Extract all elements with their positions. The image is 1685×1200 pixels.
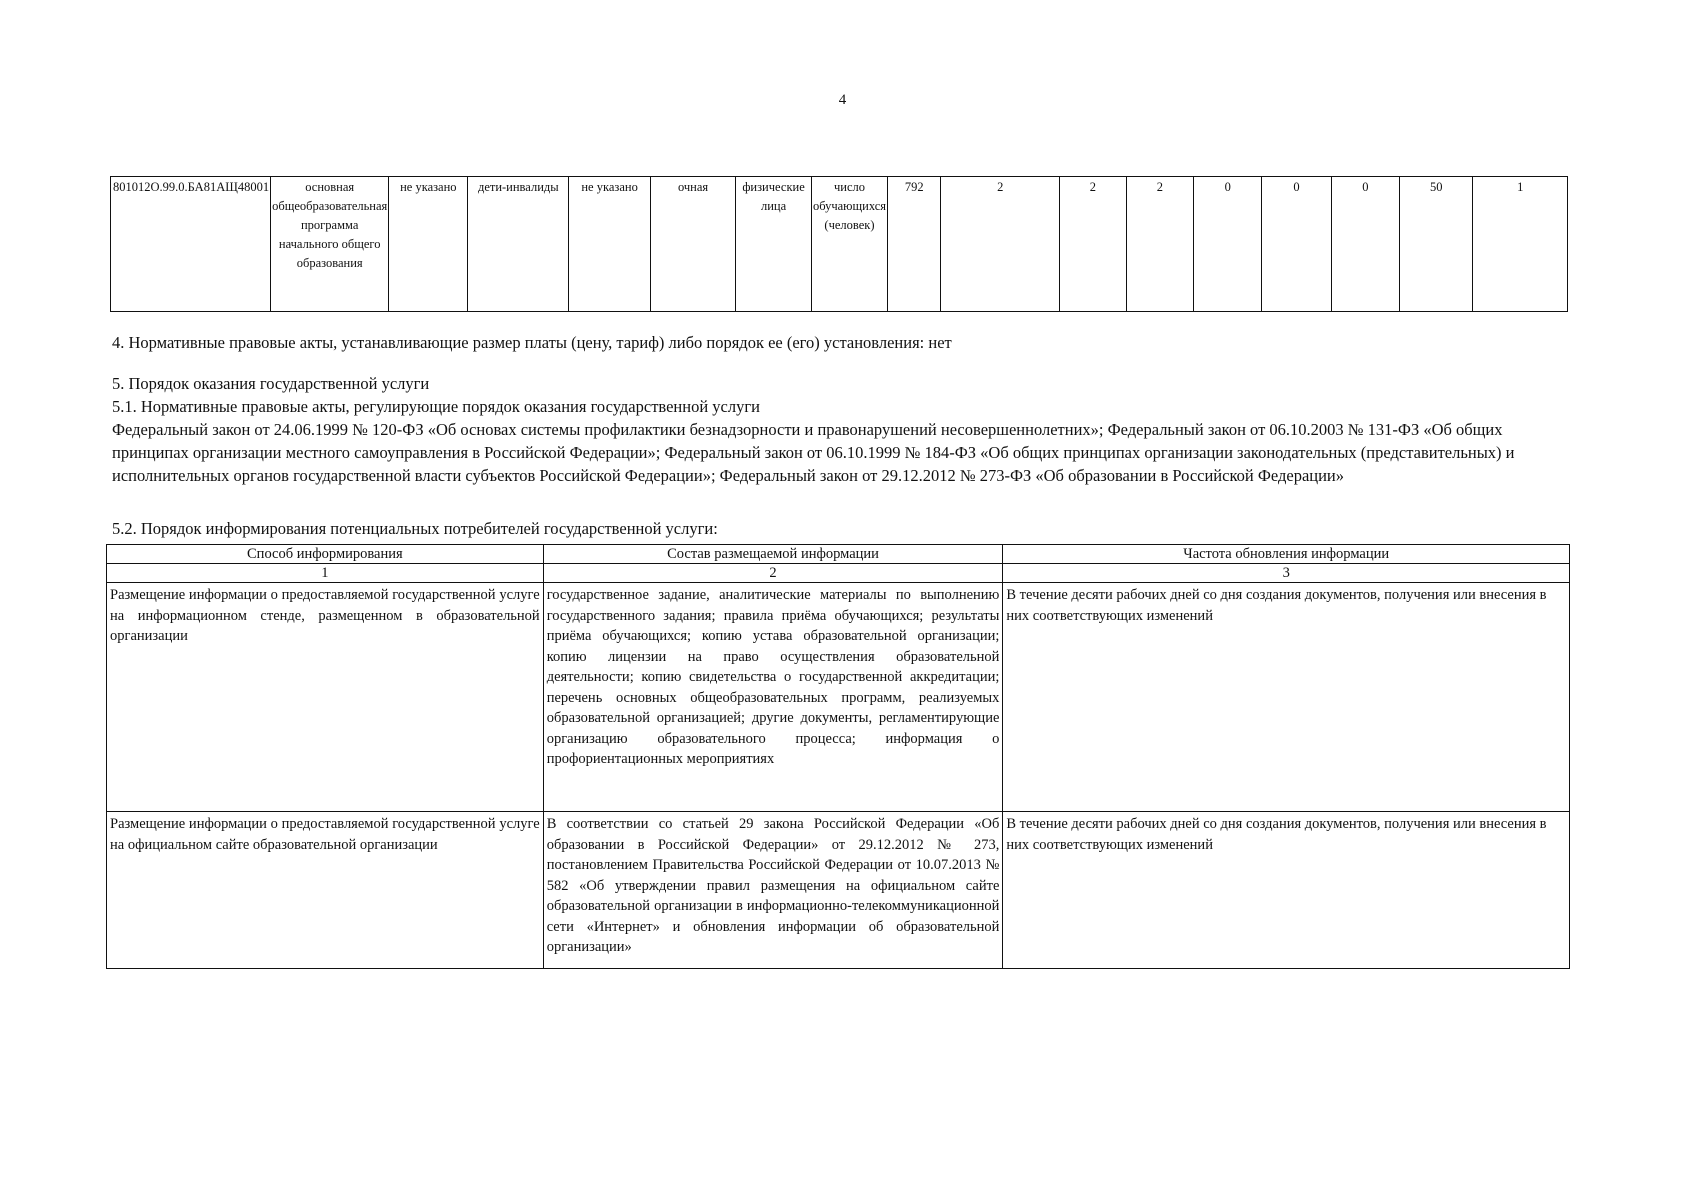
column-number-row bbox=[107, 564, 1570, 583]
value-cell: 0 bbox=[1262, 177, 1331, 312]
indicator-name-cell: число обучающихся (человек) bbox=[811, 177, 887, 312]
page-number: 4 bbox=[838, 92, 847, 108]
column-header: Способ информирования bbox=[107, 545, 544, 564]
content-cell: В соответствии со статьей 29 закона Российской Федерации «Об образовании в Российской Федерации» от 29.12.2012 № 273, постановлением Правительства Российской Федерации от 10.07.2013 № 582 «Об утверждении правил размещения на официальном сайте образовательной организации в информационно-телекоммуникационной сети «Интернет» и обновления информации об образовательной организации» bbox=[543, 812, 1003, 969]
column-header: Частота обновления информации bbox=[1003, 545, 1570, 564]
table-row bbox=[107, 812, 1570, 969]
section-5-1-laws: Федеральный закон от 24.06.1999 № 120-ФЗ «Об основах системы профилактики безнадзорности и правонарушений несовершеннолетних»; Федеральный закон от 06.10.2003 № 131-ФЗ «Об общих принципах организации местного самоуправления в Российской Федерации»; Федеральный закон от 06.10.1999 № 184-ФЗ «Об общих принципах организации законодательных (представительных) и исполнительных органов государственной власти субъектов Российской Федерации»; Федеральный закон от 29.12.2012 № 273-ФЗ «Об образовании в Российской Федерации» bbox=[112, 420, 1515, 485]
table-row bbox=[111, 177, 1568, 312]
value-cell: 1 bbox=[1473, 177, 1568, 312]
value-cell: 2 bbox=[1060, 177, 1127, 312]
content-cell: основная общеобразовательная программа начального общего образования bbox=[271, 177, 389, 312]
column-number: 3 bbox=[1003, 564, 1570, 583]
table-header-row bbox=[107, 545, 1570, 564]
column-number: 2 bbox=[543, 564, 1003, 583]
frequency-cell: В течение десяти рабочих дней со дня создания документов, получения или внесения в них соответствующих изменений bbox=[1003, 583, 1570, 812]
value-cell: 0 bbox=[1331, 177, 1399, 312]
table-row bbox=[107, 583, 1570, 812]
value-cell: 50 bbox=[1400, 177, 1473, 312]
method-cell: Размещение информации о предоставляемой государственной услуге на информационном стенде, размещенном в образовательной организации bbox=[107, 583, 544, 812]
information-methods-table bbox=[106, 544, 1570, 969]
value-cell: 2 bbox=[1126, 177, 1193, 312]
content-cell: не указано bbox=[389, 177, 468, 312]
section-5-2-title: 5.2. Порядок информирования потенциальных потребителей государственной услуги: bbox=[112, 519, 718, 538]
section-4 bbox=[112, 331, 1572, 354]
okei-code-cell: 792 bbox=[888, 177, 941, 312]
section-4-text: 4. Нормативные правовые акты, устанавливающие размер платы (цену, тариф) либо порядок ее (его) установления: нет bbox=[112, 333, 952, 352]
value-cell: 0 bbox=[1194, 177, 1262, 312]
column-header: Состав размещаемой информации bbox=[543, 545, 1003, 564]
value-cell: 2 bbox=[941, 177, 1060, 312]
section-5-1-title: 5.1. Нормативные правовые акты, регулирующие порядок оказания государственной услуги bbox=[112, 397, 760, 416]
frequency-cell: В течение десяти рабочих дней со дня создания документов, получения или внесения в них соответствующих изменений bbox=[1003, 812, 1570, 969]
condition-cell: очная bbox=[650, 177, 735, 312]
method-cell: Размещение информации о предоставляемой государственной услуге на официальном сайте образовательной организации bbox=[107, 812, 544, 969]
section-5 bbox=[112, 372, 1572, 487]
registry-number-cell: 801012О.99.0.БА81АЩ48001 bbox=[111, 177, 271, 312]
section-5-2 bbox=[112, 517, 1572, 540]
service-volume-table bbox=[110, 176, 1568, 312]
condition-cell: не указано bbox=[569, 177, 651, 312]
content-cell: дети-инвалиды bbox=[468, 177, 569, 312]
consumer-cell: физические лица bbox=[736, 177, 812, 312]
content-cell: государственное задание, аналитические материалы по выполнению государственного задания; правила приёма обучающихся; результаты приёма обучающихся; копию устава образовательной организации; копию лицензии на право осуществления образовательной деятельности; копию свидетельства о государственной аккредитации; перечень основных общеобразовательных программ, реализуемых образовательной организацией; другие документы, регламентирующие организацию образовательного процесса; информация о профориентационных мероприятиях bbox=[543, 583, 1003, 812]
section-5-title: 5. Порядок оказания государственной услуги bbox=[112, 374, 430, 393]
column-number: 1 bbox=[107, 564, 544, 583]
